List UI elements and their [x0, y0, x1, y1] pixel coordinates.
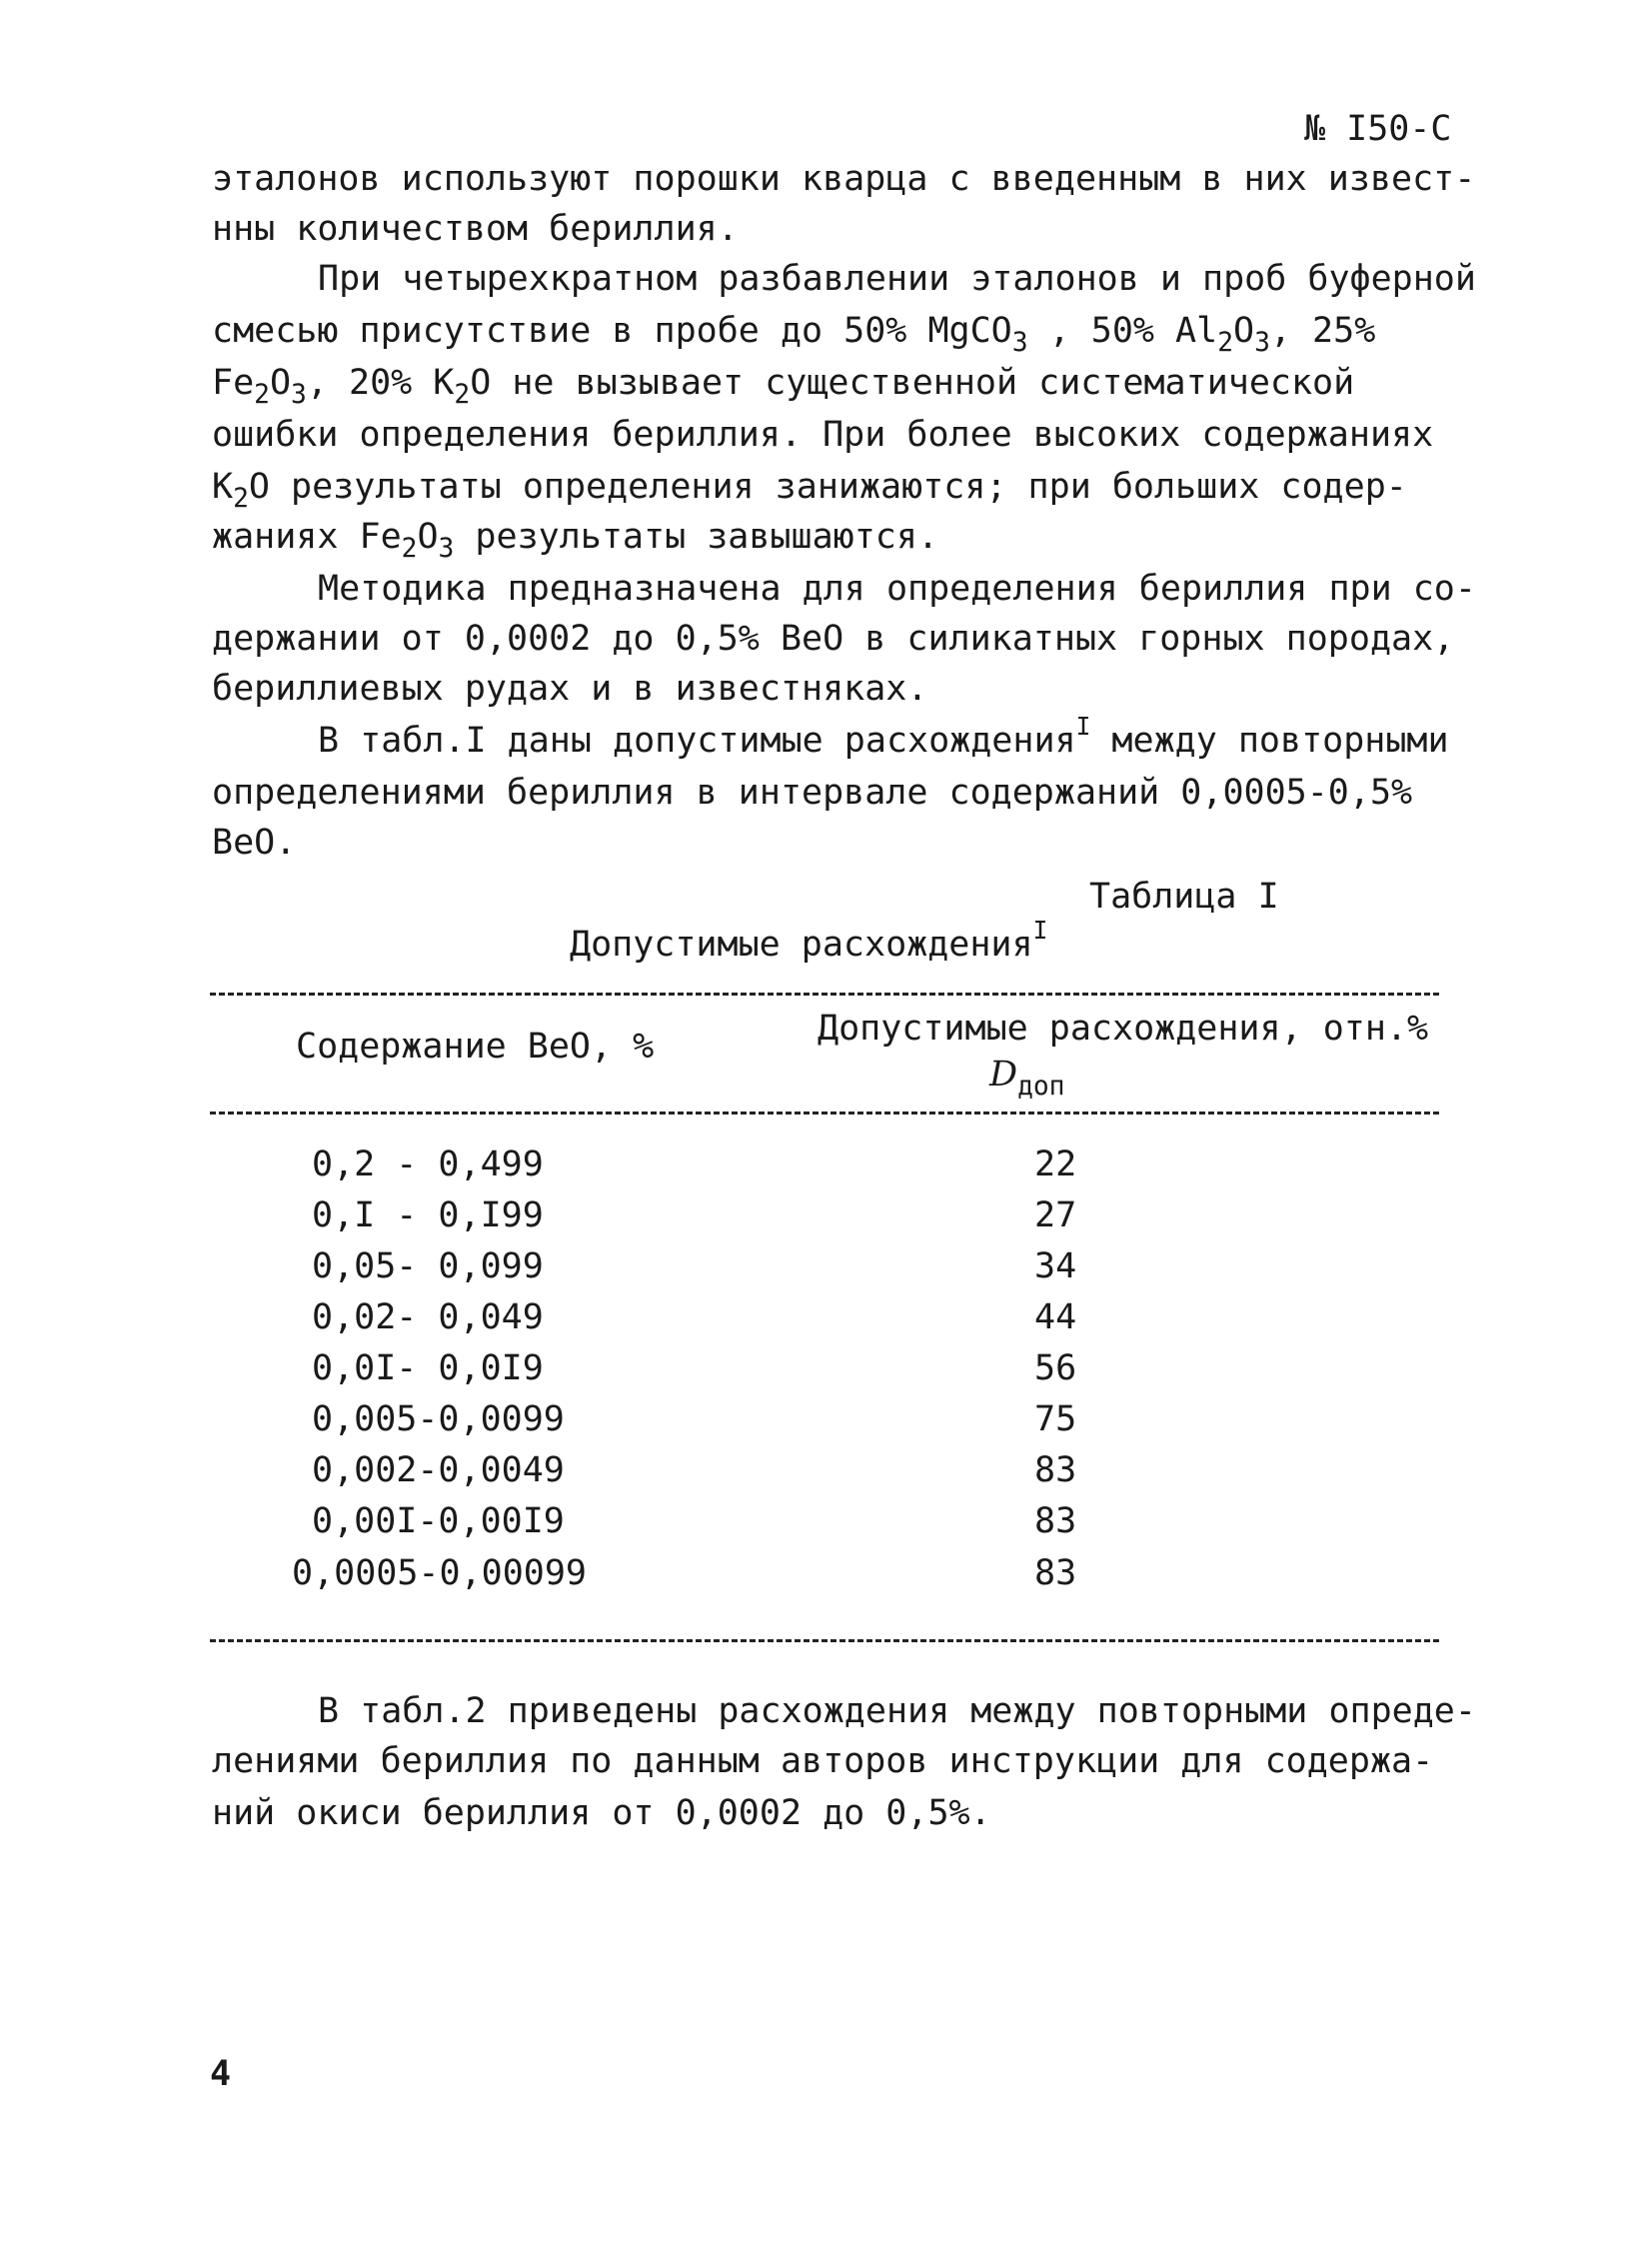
paragraph-5-line-2: лениями бериллия по данным авторов инструкции для содержа-	[212, 1741, 1434, 1781]
table-cell-content: 0,0005-0,00099	[292, 1553, 588, 1593]
table-header-rule	[210, 1112, 1439, 1115]
table-header-symbol: $D_{доп}$	[989, 1055, 1065, 1103]
paragraph-4-line-3: BeO.	[212, 823, 297, 863]
footnote-marker: I	[1075, 711, 1091, 741]
table-cell-content: 0,005-0,0099	[312, 1399, 565, 1439]
table-cell-value: 22	[1034, 1144, 1077, 1184]
paragraph-2-line-2: смесью присутствие в пробе до 50% MgCO$_3$ , 50% $Al_2O_3$, 25%	[212, 311, 1376, 359]
table-cell-content: 0,02- 0,049	[312, 1297, 544, 1337]
page-number: 4	[210, 2054, 232, 2094]
paragraph-2-line-3: $Fe_2O_3$, 20% $K_2O$ не вызывает существенной систематической	[212, 363, 1355, 411]
table-cell-value: 83	[1034, 1553, 1077, 1593]
table-header-content: Содержание BeO, %	[296, 1027, 655, 1067]
table-title: Допустимые расхождения$^I$	[570, 915, 1048, 965]
table-cell-content: 0,2 - 0,499	[312, 1144, 544, 1184]
table-top-rule	[210, 993, 1439, 996]
paragraph-3-line-3: бериллиевых рудах и в известняках.	[212, 669, 928, 709]
paragraph-4-line-2: определениями бериллия в интервале содержаний 0,0005-0,5%	[212, 773, 1413, 813]
table-bottom-rule	[210, 1639, 1439, 1642]
table-cell-content: 0,I - 0,I99	[312, 1195, 544, 1235]
table-label: Таблица I	[1089, 877, 1279, 917]
paragraph-2-line-5: $K_2O$ результаты определения занижаются; при больших содер-	[212, 467, 1407, 515]
paragraph-3-line-2: держании от 0,0002 до 0,5% BeO в силикатных горных породах,	[212, 619, 1455, 659]
table-header-discrepancy: Допустимые расхождения, отн.%	[818, 1009, 1429, 1049]
table-cell-value: 44	[1034, 1297, 1077, 1337]
table-cell-value: 75	[1034, 1399, 1077, 1439]
table-cell-content: 0,002-0,0049	[312, 1450, 565, 1490]
paragraph-2-line-6: жаниях $Fe_2O_3$ результаты завышаются.	[212, 517, 939, 565]
table-cell-value: 56	[1034, 1348, 1077, 1388]
table-cell-content: 0,05- 0,099	[312, 1246, 544, 1286]
paragraph-2-line-1: При четырехкратном разбавлении эталонов и проб буферной	[318, 259, 1476, 299]
paragraph-3-line-1: Методика предназначена для определения бериллия при со-	[318, 569, 1476, 609]
paragraph-2-line-4: ошибки определения бериллия. При более высоких содержаниях	[212, 415, 1434, 455]
paragraph-5-line-3: ний окиси бериллия от 0,0002 до 0,5%.	[212, 1793, 991, 1833]
table-cell-value: 27	[1034, 1195, 1077, 1235]
paragraph-1-line-2: нны количеством бериллия.	[212, 209, 739, 249]
table-cell-content: 0,0I- 0,0I9	[312, 1348, 544, 1388]
table-cell-value: 83	[1034, 1450, 1077, 1490]
table-cell-value: 83	[1034, 1501, 1077, 1541]
paragraph-1-line-1: эталонов используют порошки кварца с введенным в них извест-	[212, 159, 1476, 199]
document-number: № I50-С	[1304, 109, 1452, 149]
footnote-marker: I	[1032, 915, 1048, 945]
paragraph-5-line-1: В табл.2 приведены расхождения между повторными опреде-	[318, 1691, 1476, 1731]
table-cell-content: 0,00I-0,00I9	[312, 1501, 565, 1541]
table-cell-value: 34	[1034, 1246, 1077, 1286]
paragraph-4-line-1: В табл.I даны допустимые расхождения$^I$ между повторными	[318, 711, 1449, 761]
